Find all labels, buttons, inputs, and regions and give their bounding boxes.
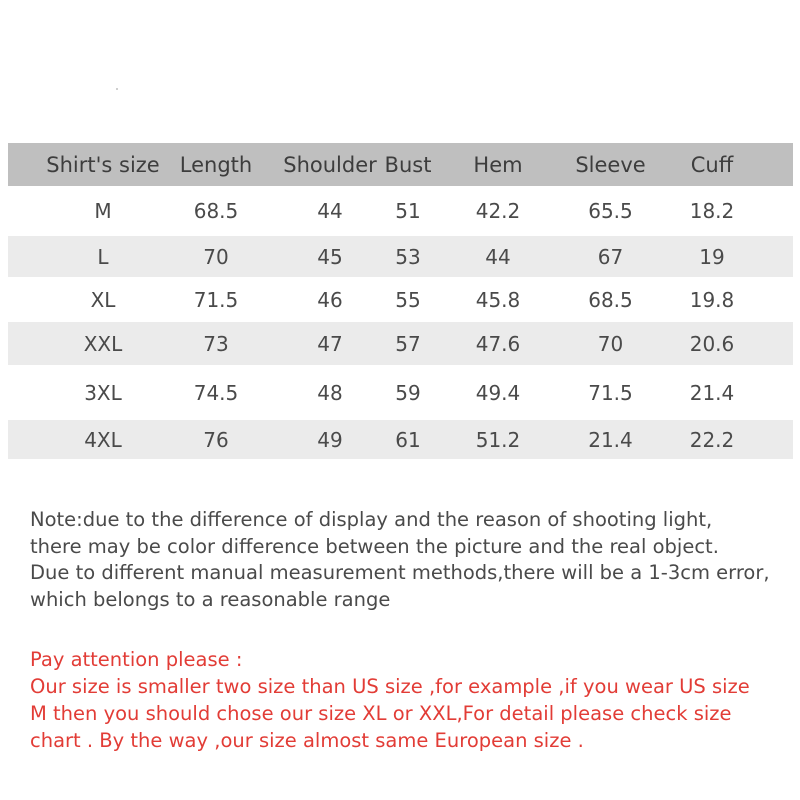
note-line: which belongs to a reasonable range: [30, 587, 391, 611]
cell-shoulder: 46: [317, 287, 343, 312]
table-row: [8, 322, 793, 365]
cell-sleeve: 65.5: [588, 199, 633, 223]
cell-bust: 53: [395, 244, 421, 269]
note-line: there may be color difference between the picture and the real object.: [30, 534, 719, 558]
cell-size: XL: [90, 287, 116, 312]
header-hem: Hem: [473, 152, 523, 177]
cell-bust: 51: [395, 199, 421, 223]
cell-length: 71.5: [193, 287, 239, 312]
cell-size: XXL: [83, 331, 123, 356]
table-header-row: [8, 143, 793, 186]
attention-line: Our size is smaller two size than US size ,for example ,if you wear US size: [30, 675, 750, 698]
table-row: [8, 365, 793, 420]
cell-bust: 57: [395, 331, 421, 356]
cell-length: 76: [203, 427, 229, 452]
cell-size: 3XL: [84, 380, 122, 405]
cell-bust: 61: [395, 427, 421, 452]
cell-shoulder: 47: [317, 331, 343, 356]
cell-hem: 47.6: [475, 331, 521, 356]
cell-shoulder: 49: [317, 427, 343, 452]
header-shoulder: Shoulder: [283, 152, 377, 177]
table-row: [8, 277, 793, 322]
cell-bust: 55: [395, 287, 421, 312]
cell-hem: 45.8: [475, 287, 521, 312]
decorative-dot: [116, 88, 118, 90]
header-length: Length: [179, 152, 253, 177]
cell-size: M: [94, 199, 112, 223]
cell-hem: 51.2: [475, 427, 521, 452]
cell-length: 74.5: [193, 380, 239, 405]
cell-sleeve: 21.4: [588, 427, 633, 452]
cell-sleeve: 68.5: [588, 287, 633, 312]
cell-cuff: 22.2: [689, 427, 735, 452]
attention-line: Pay attention please :: [30, 648, 243, 671]
cell-cuff: 19: [699, 244, 725, 269]
cell-length: 70: [203, 244, 229, 269]
cell-cuff: 19.8: [689, 287, 735, 312]
cell-length: 73: [203, 331, 229, 356]
cell-cuff: 21.4: [689, 380, 735, 405]
header-bust: Bust: [384, 152, 432, 177]
cell-bust: 59: [395, 380, 421, 405]
header-sleeve: Sleeve: [575, 152, 646, 177]
cell-length: 68.5: [193, 199, 239, 223]
attention-line: chart . By the way ,our size almost same European size .: [30, 729, 584, 752]
measurement-note: [30, 507, 790, 613]
size-attention-notice: [30, 646, 790, 754]
note-line: Due to different manual measurement methods,there will be a 1-3cm error,: [30, 561, 770, 584]
size-chart-table: [8, 143, 793, 459]
cell-cuff: 20.6: [689, 331, 735, 356]
cell-hem: 49.4: [475, 380, 521, 405]
table-row: [8, 420, 793, 459]
cell-shoulder: 44: [317, 199, 343, 223]
cell-size: L: [97, 244, 109, 269]
cell-sleeve: 71.5: [588, 380, 633, 405]
attention-line: M then you should chose our size XL or XXL,For detail please check size: [30, 702, 732, 725]
cell-size: 4XL: [84, 427, 122, 452]
cell-hem: 42.2: [475, 199, 521, 223]
cell-shoulder: 45: [317, 244, 343, 269]
cell-hem: 44: [485, 244, 511, 269]
table-row: [8, 186, 793, 236]
cell-sleeve: 67: [597, 244, 624, 269]
header-shirt-size: Shirt's size: [46, 152, 160, 177]
cell-shoulder: 48: [317, 380, 343, 405]
table-row: [8, 236, 793, 277]
cell-sleeve: 70: [597, 331, 624, 356]
note-line: Note:due to the difference of display and the reason of shooting light,: [30, 508, 713, 531]
cell-cuff: 18.2: [689, 199, 735, 223]
header-cuff: Cuff: [690, 152, 734, 177]
